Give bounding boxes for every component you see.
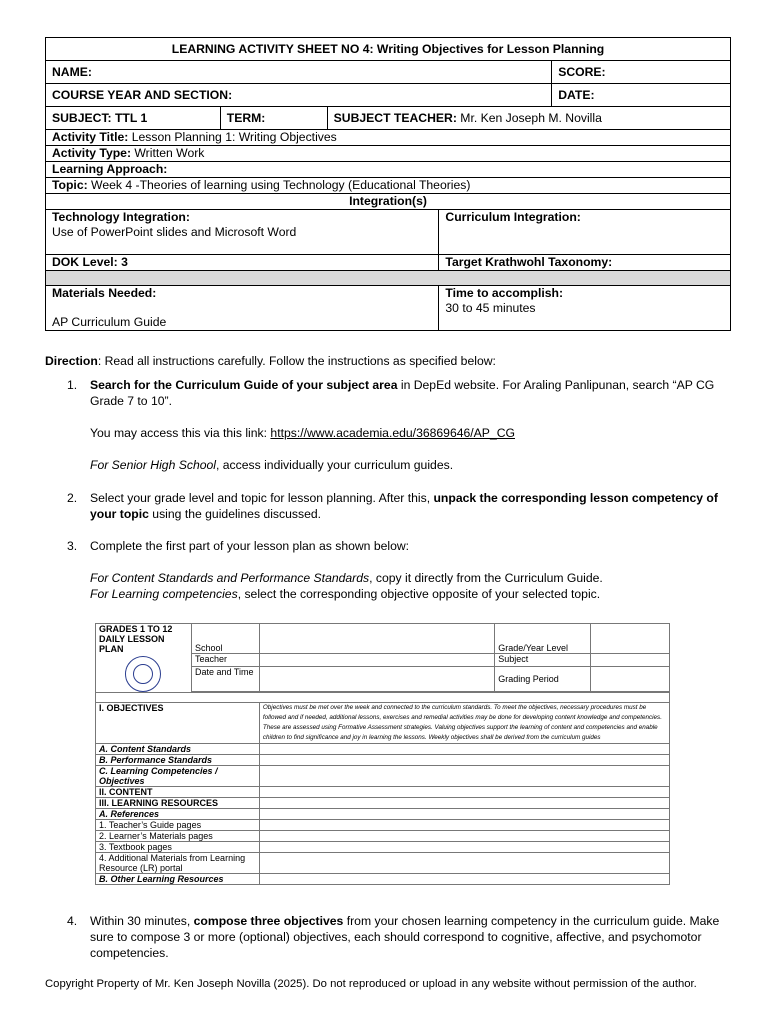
dll-teacher-label: Teacher bbox=[191, 654, 259, 667]
dll-grade-level-label: Grade/Year Level bbox=[495, 624, 591, 654]
topic-value: Week 4 -Theories of learning using Technology (Educational Theories) bbox=[87, 178, 471, 192]
dll-learning-resources-value bbox=[259, 798, 669, 809]
step-3-competencies-line bbox=[90, 586, 730, 602]
step-4-bold: compose three objectives bbox=[193, 914, 344, 928]
dll-learners-materials-label: 2. Learner’s Materials pages bbox=[96, 831, 260, 842]
dll-date-time-label: Date and Time bbox=[191, 667, 259, 692]
step-2-bold: unpack the corresponding lesson competency of your topic bbox=[90, 491, 718, 521]
subject-teacher-field bbox=[327, 107, 730, 130]
course-section-field: COURSE YEAR AND SECTION: bbox=[46, 84, 552, 107]
deped-seal-icon bbox=[125, 656, 161, 692]
dll-performance-standards-value bbox=[259, 755, 669, 766]
step-1-number: 1. bbox=[67, 378, 78, 392]
daily-lesson-plan-table bbox=[95, 623, 670, 885]
score-field: SCORE: bbox=[552, 61, 731, 84]
topic-label: Topic: bbox=[52, 178, 88, 192]
time-to-accomplish-cell bbox=[439, 286, 731, 331]
dll-school-value bbox=[259, 624, 494, 654]
dll-content-standards-value bbox=[259, 744, 669, 755]
subject-teacher-value: Mr. Ken Joseph M. Novilla bbox=[456, 110, 602, 125]
materials-needed-label: Materials Needed: bbox=[52, 286, 157, 300]
daily-lesson-plan-image bbox=[95, 623, 670, 895]
step-3-text: Complete the first part of your lesson plan as shown below: bbox=[90, 539, 410, 553]
materials-needed-value: AP Curriculum Guide bbox=[52, 315, 167, 329]
dll-spacer-row bbox=[96, 693, 670, 703]
step-3-a-italic: For Content Standards and Performance Standards bbox=[90, 571, 370, 585]
dll-grade-level-value bbox=[591, 624, 670, 654]
direction-text: : Read all instructions carefully. Follow the instructions as specified below: bbox=[97, 354, 496, 368]
technology-integration-label: Technology Integration: bbox=[52, 210, 190, 224]
step-3-b-rest: , select the corresponding objective opposite of your selected topic. bbox=[237, 587, 601, 601]
dll-grading-period-value bbox=[591, 667, 670, 692]
topic-row bbox=[46, 178, 731, 194]
step-1-rest: in DepEd website. For Araling Panlipunan, search “AP CG Grade 7 to 10”. bbox=[90, 378, 715, 408]
dll-performance-standards-label: B. Performance Standards bbox=[96, 755, 260, 766]
dll-learning-competencies-label: C. Learning Competencies / Objectives bbox=[96, 766, 260, 787]
step-2-pre: Select your grade level and topic for lesson planning. After this, bbox=[90, 491, 434, 505]
materials-needed-cell bbox=[46, 286, 439, 331]
gray-separator-row bbox=[46, 271, 731, 286]
step-1-shs-line bbox=[90, 457, 730, 473]
dll-title-cell bbox=[96, 624, 192, 693]
direction-label: Direction bbox=[45, 354, 98, 368]
dll-additional-materials-value bbox=[259, 853, 669, 874]
dll-textbook-pages-value bbox=[259, 842, 669, 853]
dll-learners-materials-value bbox=[259, 831, 669, 842]
dll-objectives-label: I. OBJECTIVES bbox=[96, 703, 260, 744]
step-1-bold: Search for the Curriculum Guide of your subject area bbox=[90, 378, 398, 392]
direction-paragraph bbox=[45, 353, 735, 369]
step-3-content-standards-line bbox=[90, 570, 730, 586]
dok-level-cell: DOK Level: 3 bbox=[46, 255, 439, 271]
dll-subject-label: Subject bbox=[495, 654, 591, 667]
dll-grading-period-label: Grading Period bbox=[495, 667, 591, 692]
dll-school-label: School bbox=[191, 624, 259, 654]
subject-field: SUBJECT: TTL 1 bbox=[46, 107, 221, 130]
step-3-a-rest: , copy it directly from the Curriculum Guide. bbox=[369, 571, 603, 585]
dll-teachers-guide-value bbox=[259, 820, 669, 831]
step-2-number: 2. bbox=[67, 491, 78, 505]
dll-other-resources-label: B. Other Learning Resources bbox=[96, 874, 260, 885]
curriculum-guide-link[interactable]: https://www.academia.edu/36869646/AP_CG bbox=[270, 426, 515, 440]
name-field: NAME: bbox=[46, 61, 552, 84]
dll-other-resources-value bbox=[259, 874, 669, 885]
dll-content-label: II. CONTENT bbox=[96, 787, 260, 798]
activity-title-label: Activity Title: bbox=[52, 130, 129, 144]
krathwohl-taxonomy-cell: Target Krathwohl Taxonomy: bbox=[439, 255, 731, 271]
technology-integration-value: Use of PowerPoint slides and Microsoft Word bbox=[52, 225, 297, 239]
integrations-header: Integration(s) bbox=[46, 194, 731, 210]
dll-references-value bbox=[259, 809, 669, 820]
copyright-footer: Copyright Property of Mr. Ken Joseph Novilla (2025). Do not reproduced or upload in any website without permission of the author. bbox=[45, 978, 697, 990]
step-2-rest: using the guidelines discussed. bbox=[148, 507, 322, 521]
sheet-title: LEARNING ACTIVITY SHEET NO 4: Writing Objectives for Lesson Planning bbox=[46, 38, 731, 61]
dll-subject-value bbox=[591, 654, 670, 667]
step-4-pre: Within 30 minutes, bbox=[90, 914, 194, 928]
step-1-shs-rest: , access individually your curriculum guides. bbox=[216, 458, 454, 472]
activity-type-value: Written Work bbox=[131, 146, 205, 160]
activity-title-row bbox=[46, 130, 731, 146]
curriculum-integration-cell: Curriculum Integration: bbox=[439, 210, 731, 255]
step-1-link-prefix: You may access this via this link: bbox=[90, 426, 271, 440]
dll-textbook-pages-label: 3. Textbook pages bbox=[96, 842, 260, 853]
dll-references-label: A. References bbox=[96, 809, 260, 820]
term-field: TERM: bbox=[220, 107, 327, 130]
activity-type-row bbox=[46, 146, 731, 162]
activity-title-value: Lesson Planning 1: Writing Objectives bbox=[128, 130, 337, 144]
learning-approach-row: Learning Approach: bbox=[46, 162, 731, 178]
activity-type-label: Activity Type: bbox=[52, 146, 132, 160]
step-3-number: 3. bbox=[67, 539, 78, 553]
dll-teachers-guide-label: 1. Teacher’s Guide pages bbox=[96, 820, 260, 831]
date-field: DATE: bbox=[552, 84, 731, 107]
dll-teacher-value bbox=[259, 654, 494, 667]
step-4-text bbox=[90, 913, 730, 961]
dll-learning-competencies-value bbox=[259, 766, 669, 787]
step-2-text bbox=[90, 490, 730, 522]
dll-objectives-note: Objectives must be met over the week and connected to the curriculum standards. To meet the objectives, necessary procedures must be followed and if needed, additional lessons, exercises and remedial activities may be done for developing content knowledge and competencies. These are assessed using Formative Assessment strategies. Valuing objectives support the learning of content and competencies and enable children to find significance and joy in learning the lessons. Weekly objectives shall be derived from the curriculum guides bbox=[259, 703, 669, 744]
step-4-number: 4. bbox=[67, 914, 78, 928]
time-to-accomplish-label: Time to accomplish: bbox=[445, 286, 564, 300]
dll-content-standards-label: A. Content Standards bbox=[96, 744, 260, 755]
dll-date-time-value bbox=[259, 667, 494, 692]
step-1-link-line bbox=[90, 425, 730, 441]
step-4-rest: from your chosen learning competency in the curriculum guide. Make sure to compose 3 or more (optional) objectives, each should correspond to cognitive, affective, and psychomotor competencies. bbox=[90, 914, 720, 960]
step-1-text bbox=[90, 377, 730, 409]
step-3-b-italic: For Learning competencies bbox=[90, 587, 238, 601]
dll-additional-materials-label: 4. Additional Materials from Learning Resource (LR) portal bbox=[96, 853, 260, 874]
subject-teacher-label: SUBJECT TEACHER: bbox=[333, 110, 457, 125]
technology-integration-cell bbox=[46, 210, 439, 255]
dll-content-value bbox=[259, 787, 669, 798]
step-1-shs-italic: For Senior High School bbox=[90, 458, 216, 472]
time-to-accomplish-value: 30 to 45 minutes bbox=[445, 301, 536, 315]
activity-header-table bbox=[45, 37, 731, 331]
dll-title: GRADES 1 TO 12 DAILY LESSON PLAN bbox=[99, 624, 173, 654]
dll-learning-resources-label: III. LEARNING RESOURCES bbox=[96, 798, 260, 809]
